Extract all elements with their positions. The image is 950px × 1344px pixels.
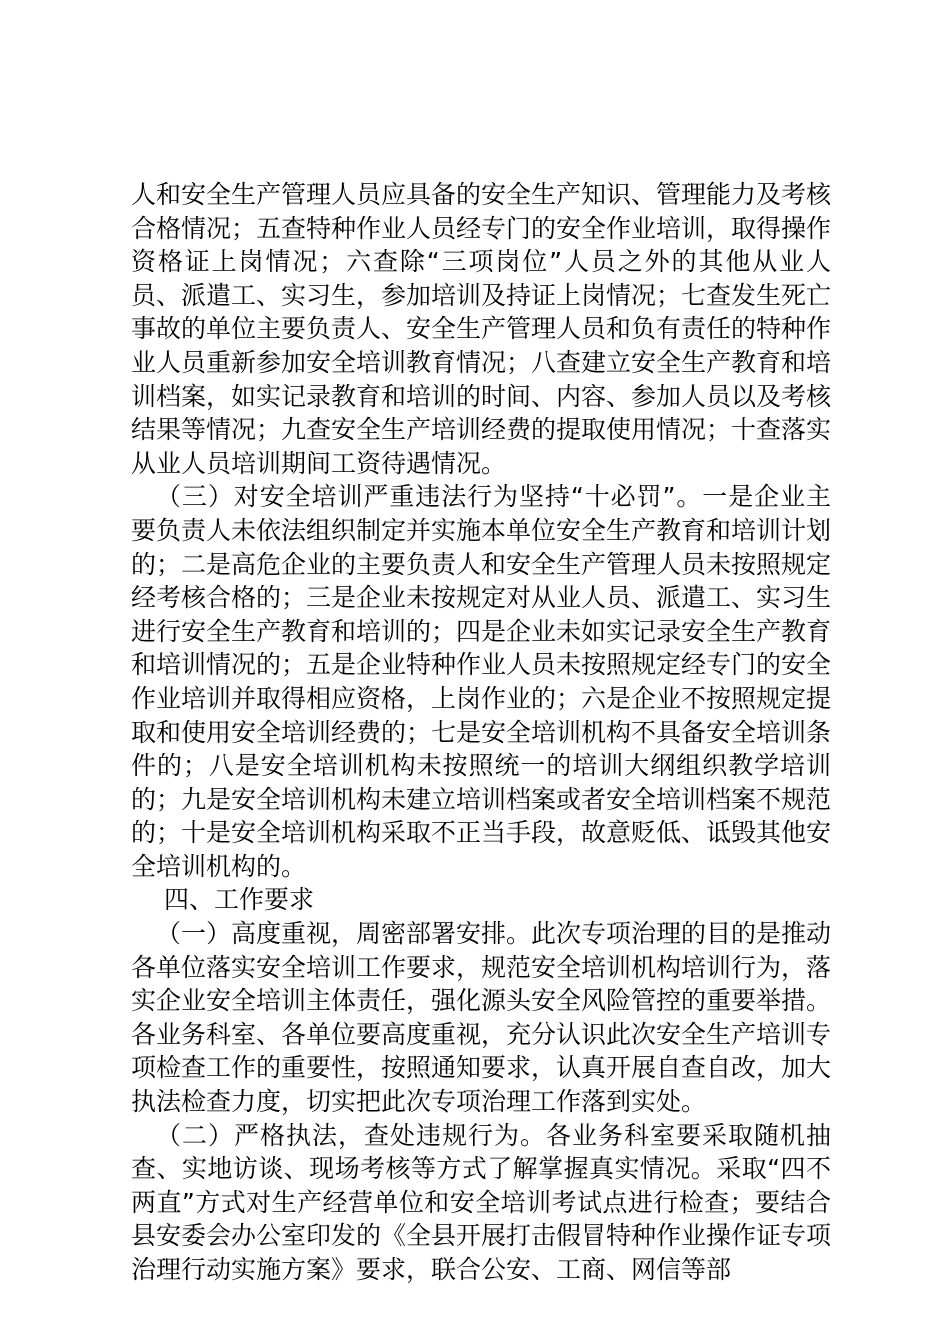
document-body — [131, 178, 831, 1287]
paragraph-strict-enforcement: （二）严格执法，查处违规行为。各业务科室要采取随机抽查、实地访谈、现场考核等方式了解掌握真实情况。采取“四不两直”方式对生产经营单位和安全培训考试点进行检查；要结合县安委会办公室印发的《全县开展打击假冒特种作业操作证专项治理行动实施方案》要求，联合公安、工商、网信等部 — [131, 1120, 832, 1284]
paragraph-ten-must-punish: （三）对安全培训严重违法行为坚持“十必罚”。一是企业主要负责人未依法组织制定并实施本单位安全生产教育和培训计划的；二是高危企业的主要负责人和安全生产管理人员未按照规定经考核合格的；三是企业未按规定对从业人员、派遣工、实习生进行安全生产教育和培训的；四是企业未如实记录安全生产教育和培训情况的；五是企业特种作业人员未按照规定经专门的安全作业培训并取得相应资格，上岗作业的；六是企业不按照规定提取和使用安全培训经费的；七是安全培训机构不具备安全培训条件的；八是安全培训机构未按照统一的培训大纲组织教学培训的；九是安全培训机构未建立培训档案或者安全培训档案不规范的；十是安全培训机构采取不正当手段，故意贬低、诋毁其他安全培训机构的。 — [131, 482, 832, 881]
section-heading-work-requirements: 四、工作要求 — [164, 885, 315, 915]
paragraph-inspection-items: 人和安全生产管理人员应具备的安全生产知识、管理能力及考核合格情况；五查特种作业人员经专门的安全作业培训，取得操作资格证上岗情况；六查除“三项岗位”人员之外的其他从业人员、派遣工、实习生，参加培训及持证上岗情况；七查发生死亡事故的单位主要负责人、安全生产管理人员和负有责任的特种作业人员重新参加安全培训教育情况；八查建立安全生产教育和培训档案，如实记录教育和培训的时间、内容、参加人员以及考核结果等情况；九查安全生产培训经费的提取使用情况；十查落实从业人员培训期间工资待遇情况。 — [131, 180, 832, 478]
paragraph-high-attention: （一）高度重视，周密部署安排。此次专项治理的目的是推动各单位落实安全培训工作要求，规范安全培训机构培训行为，落实企业安全培训主体责任，强化源头安全风险管控的重要举措。各业务科室、各单位要高度重视，充分认识此次安全生产培训专项检查工作的重要性，按照通知要求，认真开展自查自改，加大执法检查力度，切实把此次专项治理工作落到实处。 — [131, 919, 832, 1117]
